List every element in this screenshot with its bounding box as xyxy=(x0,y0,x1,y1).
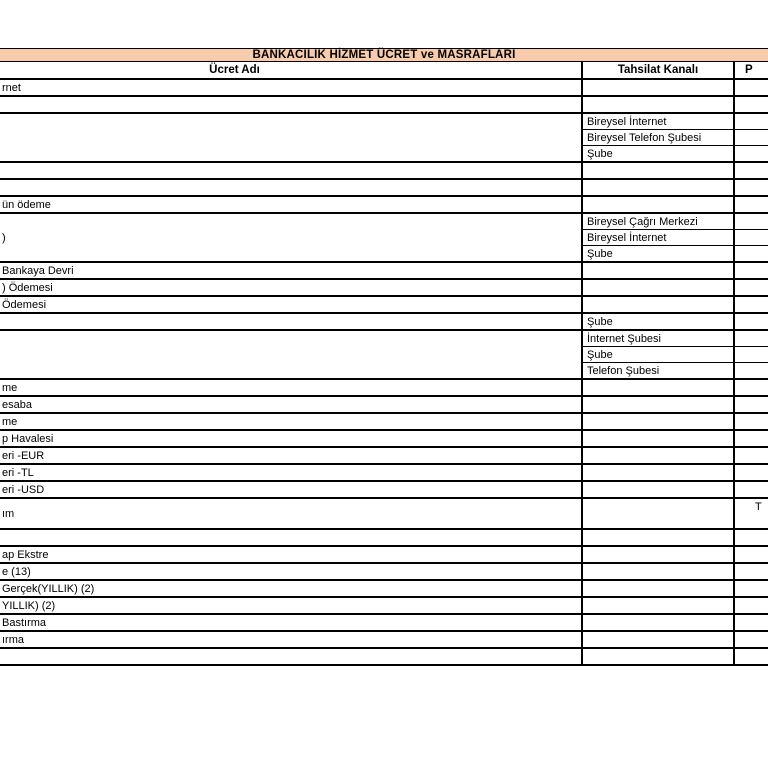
fee-name-cell[interactable]: ırma xyxy=(0,632,583,647)
table-row-group xyxy=(0,180,768,197)
collection-channel-cell[interactable] xyxy=(583,163,735,178)
table-row-group xyxy=(0,414,768,431)
fee-name-cell[interactable]: ) xyxy=(0,214,583,261)
fee-name-cell[interactable] xyxy=(0,163,583,178)
price-cell[interactable] xyxy=(735,130,768,145)
collection-channel-cell[interactable] xyxy=(583,297,735,312)
channel-price-subrows xyxy=(583,97,768,112)
table-row xyxy=(583,564,768,579)
table-row xyxy=(583,314,768,329)
table-row xyxy=(583,197,768,212)
table-row xyxy=(583,581,768,596)
price-cell[interactable] xyxy=(735,263,768,278)
table-row xyxy=(583,380,768,395)
fee-name-cell[interactable] xyxy=(0,649,583,664)
collection-channel-cell[interactable]: Şube xyxy=(583,347,735,362)
fee-name-cell[interactable]: Gerçek(YILLIK) (2) xyxy=(0,581,583,596)
collection-channel-cell[interactable] xyxy=(583,632,735,647)
channel-price-subrows xyxy=(583,114,768,161)
table-row xyxy=(583,246,768,261)
fee-name-cell[interactable]: p Havalesi xyxy=(0,431,583,446)
price-cell[interactable] xyxy=(735,482,768,497)
channel-price-subrows xyxy=(583,499,768,528)
channel-price-subrows xyxy=(583,649,768,664)
table-row-group xyxy=(0,598,768,615)
collection-channel-cell[interactable] xyxy=(583,530,735,545)
collection-channel-cell[interactable]: Bireysel İnternet xyxy=(583,230,735,245)
price-cell[interactable] xyxy=(735,632,768,647)
price-cell[interactable] xyxy=(735,581,768,596)
channel-price-subrows xyxy=(583,297,768,312)
channel-price-subrows xyxy=(583,263,768,278)
table-row-group xyxy=(0,380,768,397)
table-row xyxy=(583,347,768,363)
channel-price-subrows xyxy=(583,380,768,395)
price-cell[interactable] xyxy=(735,380,768,395)
table-row-group xyxy=(0,649,768,666)
table-row xyxy=(583,465,768,480)
price-cell[interactable] xyxy=(735,414,768,429)
table-row-group xyxy=(0,163,768,180)
channel-price-subrows xyxy=(583,482,768,497)
collection-channel-cell[interactable] xyxy=(583,598,735,613)
price-cell[interactable] xyxy=(735,397,768,412)
table-row xyxy=(583,130,768,146)
table-header-row xyxy=(0,62,768,80)
collection-channel-cell[interactable] xyxy=(583,431,735,446)
collection-channel-cell[interactable] xyxy=(583,197,735,212)
fee-name-cell[interactable] xyxy=(0,331,583,378)
column-header-collection-channel[interactable] xyxy=(583,62,735,78)
channel-price-subrows xyxy=(583,598,768,613)
table-row xyxy=(583,615,768,630)
fee-name-cell[interactable]: YILLIK) (2) xyxy=(0,598,583,613)
channel-price-subrows xyxy=(583,314,768,329)
collection-channel-cell[interactable]: Bireysel Telefon Şubesi xyxy=(583,130,735,145)
price-cell[interactable] xyxy=(735,297,768,312)
collection-channel-cell[interactable] xyxy=(583,180,735,195)
channel-price-subrows xyxy=(583,448,768,463)
price-cell[interactable] xyxy=(735,564,768,579)
table-row xyxy=(583,414,768,429)
table-row xyxy=(583,214,768,230)
table-row-group xyxy=(0,263,768,280)
table-row-group xyxy=(0,214,768,263)
channel-price-subrows xyxy=(583,214,768,261)
table-row xyxy=(583,114,768,130)
channel-price-subrows xyxy=(583,414,768,429)
collection-channel-cell[interactable]: Şube xyxy=(583,246,735,261)
table-row-group xyxy=(0,564,768,581)
price-cell[interactable] xyxy=(735,598,768,613)
table-row xyxy=(583,363,768,378)
collection-channel-cell[interactable] xyxy=(583,414,735,429)
channel-price-subrows xyxy=(583,397,768,412)
fee-name-cell[interactable] xyxy=(0,180,583,195)
fee-name-cell[interactable]: ün ödeme xyxy=(0,197,583,212)
price-cell[interactable] xyxy=(735,163,768,178)
table-row-group xyxy=(0,547,768,564)
collection-channel-cell[interactable] xyxy=(583,263,735,278)
price-cell[interactable] xyxy=(735,146,768,161)
price-cell[interactable] xyxy=(735,246,768,261)
table-row xyxy=(583,448,768,463)
price-cell[interactable] xyxy=(735,280,768,295)
table-row xyxy=(583,397,768,412)
fee-name-cell[interactable]: rnet xyxy=(0,80,583,95)
channel-price-subrows xyxy=(583,632,768,647)
channel-price-subrows xyxy=(583,163,768,178)
column-header-collection-channel-label: Tahsilat Kanalı xyxy=(617,64,699,76)
table-row xyxy=(583,280,768,295)
collection-channel-cell[interactable] xyxy=(583,397,735,412)
fee-name-cell[interactable]: eri -TL xyxy=(0,465,583,480)
table-row-group xyxy=(0,114,768,163)
collection-channel-cell[interactable]: Bireysel İnternet xyxy=(583,114,735,129)
table-row xyxy=(583,632,768,647)
column-header-price-label: P xyxy=(745,64,753,76)
table-row-group xyxy=(0,465,768,482)
collection-channel-cell[interactable]: Şube xyxy=(583,146,735,161)
table-row xyxy=(583,80,768,95)
price-cell[interactable] xyxy=(735,314,768,329)
price-cell[interactable]: T xyxy=(755,501,762,513)
price-cell[interactable] xyxy=(735,331,768,346)
table-row-group xyxy=(0,280,768,297)
channel-price-subrows xyxy=(583,564,768,579)
column-header-fee-name[interactable] xyxy=(0,62,583,78)
collection-channel-cell[interactable] xyxy=(583,649,735,664)
collection-channel-cell[interactable] xyxy=(583,581,735,596)
table-row xyxy=(583,482,768,497)
collection-channel-cell[interactable] xyxy=(583,465,735,480)
price-cell[interactable] xyxy=(735,530,768,545)
table-row-group xyxy=(0,297,768,314)
table-row-group xyxy=(0,581,768,598)
table-row xyxy=(583,649,768,664)
channel-price-subrows xyxy=(583,197,768,212)
fee-name-cell[interactable]: e (13) xyxy=(0,564,583,579)
collection-channel-cell[interactable] xyxy=(583,280,735,295)
table-row-group xyxy=(0,431,768,448)
table-row-group xyxy=(0,331,768,380)
channel-price-subrows xyxy=(583,615,768,630)
table-row xyxy=(583,547,768,562)
fee-name-cell[interactable]: ) Ödemesi xyxy=(0,280,583,295)
table-row-group xyxy=(0,448,768,465)
table-row xyxy=(583,97,768,112)
channel-price-subrows xyxy=(583,530,768,545)
collection-channel-cell[interactable] xyxy=(583,564,735,579)
fee-name-cell[interactable]: Ödemesi xyxy=(0,297,583,312)
column-header-price-cropped[interactable] xyxy=(735,62,768,78)
fee-name-cell[interactable]: ap Ekstre xyxy=(0,547,583,562)
table-title-bar[interactable] xyxy=(0,48,768,62)
collection-channel-cell[interactable] xyxy=(583,380,735,395)
fee-name-cell[interactable] xyxy=(0,314,583,329)
channel-price-subrows xyxy=(583,331,768,378)
price-cell[interactable] xyxy=(735,465,768,480)
column-header-fee-name-label: Ücret Adı xyxy=(209,64,260,76)
collection-channel-cell[interactable]: Şube xyxy=(583,314,735,329)
price-cell[interactable] xyxy=(735,363,768,378)
table-row-group xyxy=(0,397,768,414)
channel-price-subrows xyxy=(583,465,768,480)
table-row-group xyxy=(0,197,768,214)
price-cell[interactable] xyxy=(735,615,768,630)
price-cell[interactable] xyxy=(735,214,768,229)
collection-channel-cell[interactable] xyxy=(583,482,735,497)
fee-name-cell[interactable]: ım xyxy=(0,499,583,528)
table-row xyxy=(583,598,768,613)
table-row xyxy=(583,431,768,446)
fee-name-cell[interactable] xyxy=(0,530,583,545)
price-cell[interactable] xyxy=(735,347,768,362)
table-row xyxy=(583,146,768,161)
collection-channel-cell[interactable] xyxy=(583,547,735,562)
channel-price-subrows xyxy=(583,80,768,95)
price-cell[interactable] xyxy=(735,547,768,562)
collection-channel-cell[interactable] xyxy=(583,499,735,528)
fee-name-cell[interactable] xyxy=(0,114,583,161)
collection-channel-cell[interactable] xyxy=(583,615,735,630)
fee-name-cell[interactable]: esaba xyxy=(0,397,583,412)
fee-name-cell[interactable] xyxy=(0,97,583,112)
channel-price-subrows xyxy=(583,431,768,446)
price-cell[interactable] xyxy=(735,230,768,245)
collection-channel-cell[interactable] xyxy=(583,80,735,95)
fee-name-cell[interactable]: me xyxy=(0,380,583,395)
channel-price-subrows xyxy=(583,547,768,562)
price-cell[interactable] xyxy=(735,649,768,664)
table-row xyxy=(583,499,768,528)
collection-channel-cell[interactable] xyxy=(583,97,735,112)
price-cell[interactable] xyxy=(735,448,768,463)
table-row-group xyxy=(0,482,768,499)
collection-channel-cell[interactable] xyxy=(583,448,735,463)
table-row xyxy=(583,263,768,278)
fee-name-cell[interactable]: eri -EUR xyxy=(0,448,583,463)
table-row-group xyxy=(0,615,768,632)
table-row xyxy=(583,530,768,545)
fee-name-cell[interactable]: me xyxy=(0,414,583,429)
table-row-group xyxy=(0,530,768,547)
price-cell[interactable] xyxy=(735,180,768,195)
fee-name-cell[interactable]: Bankaya Devri xyxy=(0,263,583,278)
table-row xyxy=(583,230,768,246)
channel-price-subrows xyxy=(583,581,768,596)
price-cell[interactable] xyxy=(735,114,768,129)
table-row-group xyxy=(0,632,768,649)
table-row xyxy=(583,331,768,347)
collection-channel-cell[interactable]: İnternet Şubesi xyxy=(583,331,735,346)
table-row xyxy=(583,180,768,195)
table-row xyxy=(583,297,768,312)
table-row xyxy=(583,163,768,178)
fee-name-cell[interactable]: Bastırma xyxy=(0,615,583,630)
table-row-group xyxy=(0,314,768,331)
price-cell[interactable] xyxy=(735,197,768,212)
table-row-group xyxy=(0,97,768,114)
fee-table-body xyxy=(0,80,768,666)
channel-price-subrows xyxy=(583,280,768,295)
table-row-group xyxy=(0,499,768,530)
price-cell[interactable] xyxy=(735,97,768,112)
price-cell[interactable] xyxy=(735,431,768,446)
collection-channel-cell[interactable]: Telefon Şubesi xyxy=(583,363,735,378)
table-row-group xyxy=(0,80,768,97)
fee-table xyxy=(0,48,768,666)
channel-price-subrows xyxy=(583,180,768,195)
table-title: BANKACILIK HİZMET ÜCRET ve MASRAFLARI xyxy=(252,49,516,61)
collection-channel-cell[interactable]: Bireysel Çağrı Merkezi xyxy=(583,214,735,229)
price-cell[interactable] xyxy=(735,80,768,95)
fee-name-cell[interactable]: eri -USD xyxy=(0,482,583,497)
